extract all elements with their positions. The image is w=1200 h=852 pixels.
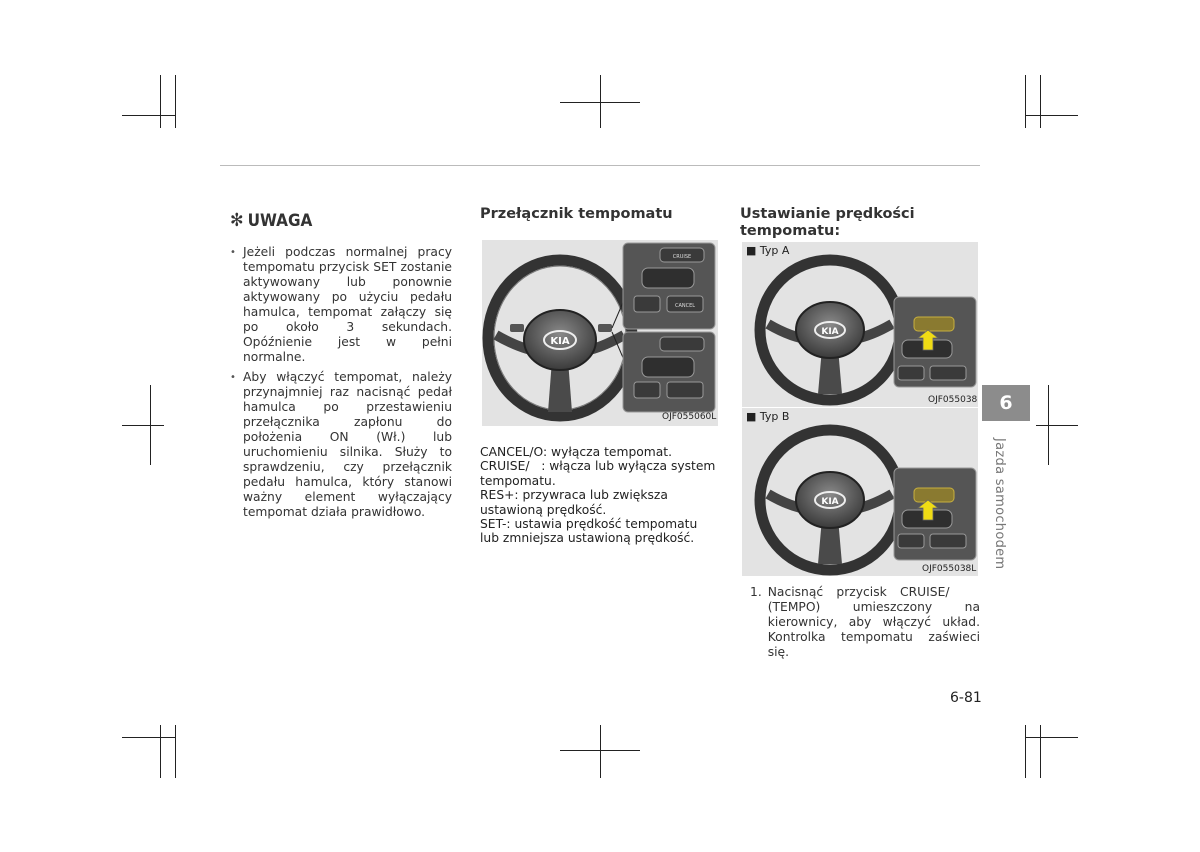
type-a-label: ■ Typ A [746,244,790,257]
note-item: • Jeżeli podczas normalnej pracy tempomatu przycisk SET zostanie aktywowany lub ponownie aktywowany po użyciu pedału hamulca, tempomat załączy się po około 3 sekundach. Opóźnienie jest w pełni normalne. [230,245,452,365]
crop-mark [560,750,640,751]
steering-wheel-illustration [482,240,718,426]
note-list [230,245,452,520]
step-number: 1. [750,585,762,599]
crop-mark [1036,425,1078,426]
svg-text:KIA: KIA [821,327,839,337]
speed-heading: Ustawianie prędkości tempomatu: [740,206,915,239]
switch-column [480,206,720,223]
crop-mark [1040,75,1041,128]
crop-mark [122,425,164,426]
steering-wheel-type-a [742,242,978,407]
note-item: • Aby włączyć tempomat, należy przynajmniej raz nacisnąć pedał hamulca po przestawieniu przełącznika zapłonu do położenia ON (Wł.) lub uruchomieniu silnika. Służy to sprawdzeniu, czy przełącznik pedału hamulca, który stanowi ważny element wyłączający tempomat działa prawidłowo. [230,370,452,520]
crop-mark [1025,115,1078,116]
type-b-figure [742,408,978,576]
crop-mark [175,75,176,128]
crop-mark [122,737,175,738]
figure-code: OJF055060L [662,412,717,422]
crop-mark [122,115,175,116]
desc-cancel: CANCEL/O: wyłącza tempomat. [480,445,673,459]
svg-text:KIA: KIA [821,497,839,507]
type-a-code: OJF055038 [928,395,978,405]
note-title [230,210,452,231]
type-a-figure [742,242,978,407]
switch-figure [482,240,718,426]
crop-mark [160,75,161,128]
type-b-label: ■ Typ B [746,410,790,423]
crop-mark [1025,725,1026,778]
brand-logo: KIA [550,336,570,347]
step-text: Nacisnąć przycisk CRUISE/ (TEMPO) umieszczony na kierownicy, aby włączyć układ. Kontrolka tempomatu zaświeci się. [767,585,980,659]
switch-heading: Przełącznik tempomatu [480,206,673,222]
desc-set: SET-: ustawia prędkość tempomatu lub zmniejsza ustawioną prędkość. [480,517,698,546]
type-b-code: OJF055038L [922,564,977,574]
cruise-label: CRUISE [672,254,692,260]
speed-steps [750,585,980,660]
desc-cruise: CRUISE/ : włącza lub wyłącza system tempomatu. [480,459,716,488]
crop-mark [175,725,176,778]
step-item [750,585,980,660]
asterisk-icon: ✻ [230,210,244,231]
note-column [230,210,452,525]
page-number: 6-81 [950,690,982,706]
crop-mark [1040,725,1041,778]
crop-mark [560,102,640,103]
crop-mark [160,725,161,778]
desc-res: RES+: przywraca lub zwiększa ustawioną prędkość. [480,488,668,517]
note-title-text: UWAGA [247,210,313,231]
chapter-title: Jazda samochodem [992,438,1007,570]
crop-mark [1025,737,1078,738]
switch-descriptions [480,445,720,546]
crop-mark [1025,75,1026,128]
header-rule [220,165,980,166]
cancel-label: CANCEL [674,303,696,309]
speed-column [740,206,920,240]
crop-mark [600,725,601,778]
chapter-tab: 6 [982,385,1030,421]
steering-wheel-type-b [742,408,978,576]
